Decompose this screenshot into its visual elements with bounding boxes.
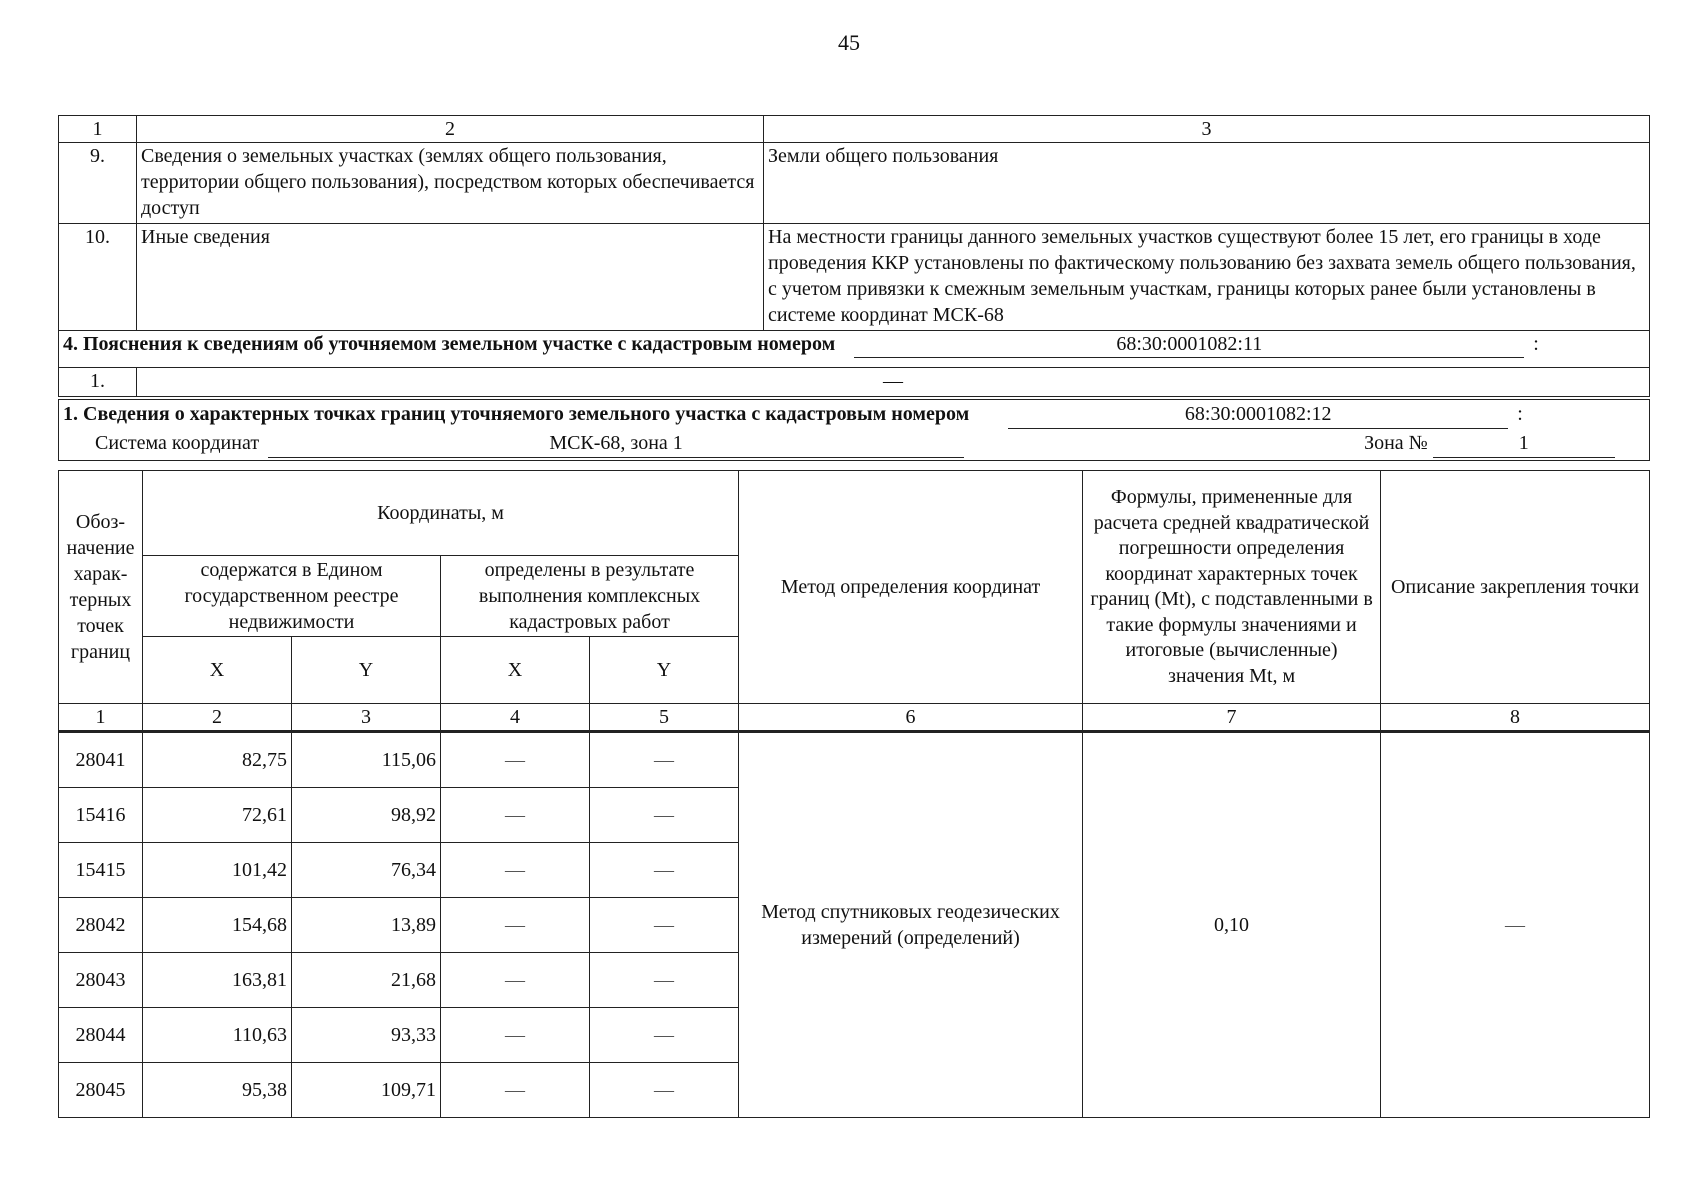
point-id: 15416 — [59, 788, 143, 843]
point-y-kkr: — — [590, 953, 739, 1008]
col-3-header: 3 — [764, 116, 1650, 143]
point-id: 15415 — [59, 843, 143, 898]
col-number: 6 — [739, 704, 1083, 732]
col-number: 3 — [292, 704, 441, 732]
table-row — [59, 732, 1650, 788]
point-x: 101,42 — [143, 843, 292, 898]
point-y: 98,92 — [292, 788, 441, 843]
section4-colon: : — [1533, 333, 1539, 355]
point-x: 72,61 — [143, 788, 292, 843]
page-number: 45 — [838, 30, 860, 55]
col-1-header: 1 — [59, 116, 137, 143]
x-header: X — [143, 637, 292, 704]
section4-cadastral: 68:30:0001082:11 — [854, 331, 1524, 358]
point-y-kkr: — — [590, 1063, 739, 1118]
section1-title: 1. Сведения о характерных точках границ уточняемого земельного участка с кадастровым номером — [63, 403, 970, 425]
point-y-kkr: — — [590, 1008, 739, 1063]
coord-system-value: МСК-68, зона 1 — [268, 429, 964, 458]
y-header: Y — [292, 637, 441, 704]
point-id: 28044 — [59, 1008, 143, 1063]
top-table-header — [59, 116, 1650, 143]
boundary-points-table — [58, 470, 1650, 1118]
method-header: Метод определения координат — [739, 471, 1083, 704]
point-x-kkr: — — [441, 843, 590, 898]
col-number: 1 — [59, 704, 143, 732]
row-label: Сведения о земельных участках (землях общего пользования, территории общего пользования), посредством которых обеспечивается доступ — [137, 143, 764, 224]
point-x: 82,75 — [143, 732, 292, 788]
row-value: Земли общего пользования — [764, 143, 1650, 224]
x-header: X — [441, 637, 590, 704]
point-y: 21,68 — [292, 953, 441, 1008]
point-id: 28045 — [59, 1063, 143, 1118]
coordinates-header: Координаты, м — [143, 471, 739, 556]
section4-row — [59, 368, 1650, 399]
point-x-kkr: — — [441, 1063, 590, 1118]
row-number: 9. — [59, 143, 137, 224]
section1-header — [59, 398, 1650, 461]
egrn-header: содержатся в Едином государственном реестре недвижимости — [143, 556, 441, 637]
row-value: На местности границы данного земельных участков существуют более 15 лет, его границы в ходе проведения ККР установлены по фактическому пользованию без захвата земель общего пользования, с учетом привязки к смежным земельным участкам, границы которых ранее были установлены в системе координат МСК-68 — [764, 224, 1650, 331]
row-label: Иные сведения — [137, 224, 764, 331]
section4-title: 4. Пояснения к сведениям об уточняемом земельном участке с кадастровым номером — [63, 333, 836, 355]
col-number: 4 — [441, 704, 590, 732]
method-value: Метод спутниковых геодезических измерений (определений) — [739, 732, 1083, 1118]
point-y: 93,33 — [292, 1008, 441, 1063]
table-row — [59, 143, 1650, 224]
point-x-kkr: — — [441, 1008, 590, 1063]
point-id: 28041 — [59, 732, 143, 788]
table-row — [59, 224, 1650, 331]
info-table — [58, 115, 1650, 461]
point-x-kkr: — — [441, 953, 590, 1008]
formula-header: Формулы, примененные для расчета средней квадратической погрешности определения координат характерных точек границ (Mt), с подставленными в такие формулы значениями и итоговые (вычисленные) значения Mt, м — [1083, 471, 1381, 704]
point-id: 28042 — [59, 898, 143, 953]
mt-value: 0,10 — [1083, 732, 1381, 1118]
point-id: 28043 — [59, 953, 143, 1008]
point-y: 13,89 — [292, 898, 441, 953]
fixing-header: Описание закрепления точки — [1381, 471, 1650, 704]
point-y-kkr: — — [590, 788, 739, 843]
col-number: 8 — [1381, 704, 1650, 732]
y-header: Y — [590, 637, 739, 704]
point-y: 115,06 — [292, 732, 441, 788]
point-x: 154,68 — [143, 898, 292, 953]
point-y: 109,71 — [292, 1063, 441, 1118]
column-numbers-row — [59, 704, 1650, 732]
row-number: 1. — [59, 368, 137, 399]
col-number: 2 — [143, 704, 292, 732]
point-y-kkr: — — [590, 898, 739, 953]
kkr-header: определены в результате выполнения комплексных кадастровых работ — [441, 556, 739, 637]
col-number: 7 — [1083, 704, 1381, 732]
point-x: 95,38 — [143, 1063, 292, 1118]
zone-label: Зона № — [1364, 432, 1428, 454]
designation-header: Обоз-начение харак-терных точек границ — [59, 471, 143, 704]
point-x: 110,63 — [143, 1008, 292, 1063]
coord-system-label: Система координат — [95, 432, 260, 454]
row-number: 10. — [59, 224, 137, 331]
point-y-kkr: — — [590, 843, 739, 898]
point-x-kkr: — — [441, 732, 590, 788]
col-number: 5 — [590, 704, 739, 732]
fixing-value: — — [1381, 732, 1650, 1118]
col-2-header: 2 — [137, 116, 764, 143]
point-y: 76,34 — [292, 843, 441, 898]
zone-value: 1 — [1433, 429, 1615, 458]
point-x: 163,81 — [143, 953, 292, 1008]
point-y-kkr: — — [590, 732, 739, 788]
point-x-kkr: — — [441, 788, 590, 843]
section1-colon: : — [1517, 403, 1523, 425]
section1-cadastral: 68:30:0001082:12 — [1008, 400, 1508, 429]
point-x-kkr: — — [441, 898, 590, 953]
row-value: — — [137, 368, 1650, 399]
section4-header — [59, 331, 1650, 368]
